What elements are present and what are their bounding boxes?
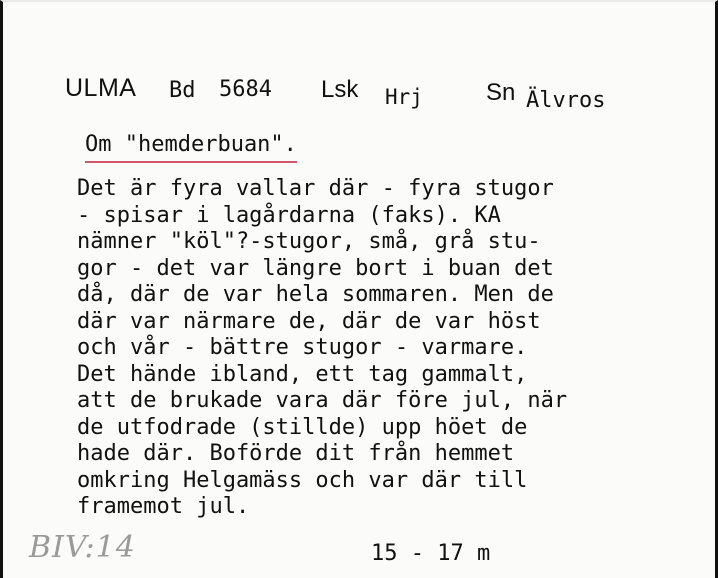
body-line: Det är fyra vallar där - fyra stugor [77,176,554,201]
subject-text: Om "hemderbuan". [85,132,297,163]
body-line: då, där de var hela sommaren. Men de [77,282,554,307]
body-line: gor - det var längre bort i buan det [77,255,554,281]
body-line: nämner "köl"?-stugor, små, grå stu- [77,229,541,254]
subject-heading [85,132,297,163]
body-line: omkring Helgamäss och var där till [77,467,528,493]
volume-label: Bd [169,78,196,103]
body-line: - spisar i lagårdarna (faks). KA [77,202,501,228]
archive-code: ULMA [65,74,137,102]
parish-value: Älvros [526,88,606,113]
body-line: att de brukade vara där före jul, när [77,388,568,413]
parish-label: Sn [486,79,516,106]
body-line: och vår - bättre stugor - varmare. [77,335,528,360]
body-line: där var närmare de, där de var höst [77,308,541,334]
volume-number: 5684 [219,77,272,102]
province-label: Lsk [321,76,359,103]
province-value: Hrj [385,85,423,109]
body-line: de utfodrade (stillde) upp höet de [77,414,528,440]
body-line: hade där. Boförde dit från hemmet [77,441,515,466]
handwritten-signum: BIV:14 [29,530,136,565]
body-line: framemot jul. [77,494,250,519]
body-line: Det hände ibland, ett tag gammalt, [77,361,528,387]
page-reference: 15 - 17 m [371,541,491,566]
body-text [77,176,707,521]
